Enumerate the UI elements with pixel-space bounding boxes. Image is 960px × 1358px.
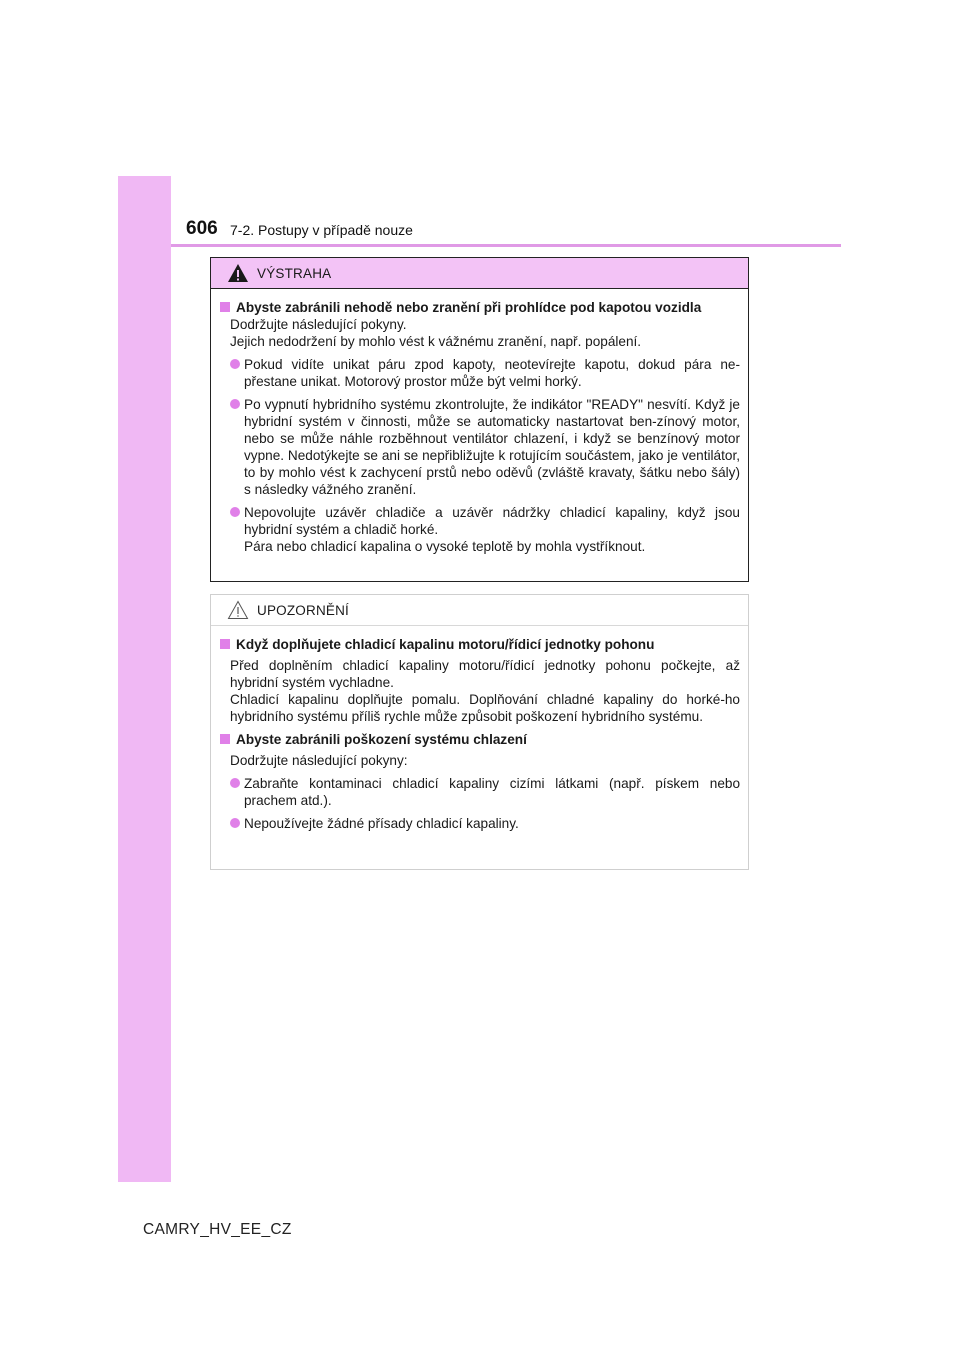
dot-bullet-icon	[230, 359, 240, 369]
document-code: CAMRY_HV_EE_CZ	[143, 1221, 292, 1238]
list-item-text	[244, 504, 740, 555]
section-title: 7-2. Postupy v případě nouze	[230, 222, 413, 238]
caution-paragraph: Před doplněním chladicí kapaliny motoru/řídicí jednotky pohonu počkejte, až hybridní systém vychladne.	[230, 658, 740, 690]
dot-bullet-icon	[230, 818, 240, 828]
list-item-text-main: Nepovolujte uzávěr chladiče a uzávěr nádržky chladicí kapaliny, když jsou hybridní systém a chladič horké.	[244, 505, 740, 537]
list-item-text: Pokud vidíte unikat páru zpod kapoty, neotevírejte kapotu, dokud pára ne-přestane unikat. Motorový prostor může být velmi horký.	[244, 357, 740, 389]
dot-bullet-icon	[230, 778, 240, 788]
warning-box	[210, 257, 749, 582]
list-item-text: Po vypnutí hybridního systému zkontrolujte, že indikátor "READY" nesvítí. Když je hybridní systém v činnosti, může se automaticky nastartovat ben-zínový motor, nebo se může náhle rozběhnout ventilátor chlazení, i když se benzínový motor vypne. Nedotýkejte se ani se nepřibližujte k rotujícím součástem, jako je ventilátor, to by mohlo vést k zachycení prstů nebo oděvů (zvláště kravaty, šátku nebo šály) s následky vážného zranění.	[244, 397, 740, 497]
list-item	[220, 504, 740, 555]
caution-item-title-text: Abyste zabránili poškození systému chlazení	[236, 732, 527, 747]
header-rule	[171, 244, 841, 247]
caution-title: UPOZORNĚNÍ	[257, 602, 350, 618]
list-item	[220, 815, 740, 832]
warning-item-title-text: Abyste zabránili nehodě nebo zranění při prohlídce pod kapotou vozidla	[236, 300, 702, 315]
warning-triangle-filled-icon	[227, 263, 249, 283]
caution-box	[210, 594, 749, 870]
dot-bullet-icon	[230, 399, 240, 409]
caution-paragraph: Dodržujte následující pokyny:	[230, 753, 408, 768]
caution-item-title-text: Když doplňujete chladicí kapalinu motoru/řídicí jednotky pohonu	[236, 637, 655, 652]
caution-item-title	[220, 636, 740, 653]
caution-header	[211, 595, 748, 626]
list-item	[220, 775, 740, 809]
side-color-bar	[118, 176, 171, 1182]
list-item	[220, 396, 740, 498]
list-item	[220, 356, 740, 390]
list-item-text: Zabraňte kontaminaci chladicí kapaliny cizími látkami (např. pískem nebo prachem atd.).	[244, 776, 740, 808]
page-number: 606	[186, 218, 218, 239]
list-item-text: Nepoužívejte žádné přísady chladicí kapaliny.	[244, 816, 519, 831]
caution-paragraph: Chladicí kapalinu doplňujte pomalu. Doplňování chladné kapaliny do horké-ho hybridního systému příliš rychle může způsobit poškození hybridního systému.	[230, 692, 740, 724]
list-item-text-extra: Pára nebo chladicí kapalina o vysoké teplotě by mohla vystříknout.	[244, 539, 646, 554]
warning-item-title	[220, 299, 740, 316]
warning-title: VÝSTRAHA	[257, 265, 332, 281]
warning-intro-line1: Dodržujte následující pokyny.	[230, 317, 407, 332]
square-bullet-icon	[220, 639, 230, 649]
caution-body	[211, 626, 748, 832]
dot-bullet-icon	[230, 507, 240, 517]
warning-intro-line2: Jejich nedodržení by mohlo vést k vážnému zranění, např. popálení.	[230, 334, 642, 349]
caution-item-title	[220, 731, 740, 748]
caution-triangle-outline-icon	[227, 600, 249, 620]
warning-header	[211, 258, 748, 289]
square-bullet-icon	[220, 302, 230, 312]
warning-intro	[220, 316, 740, 350]
square-bullet-icon	[220, 734, 230, 744]
warning-body	[211, 289, 748, 555]
